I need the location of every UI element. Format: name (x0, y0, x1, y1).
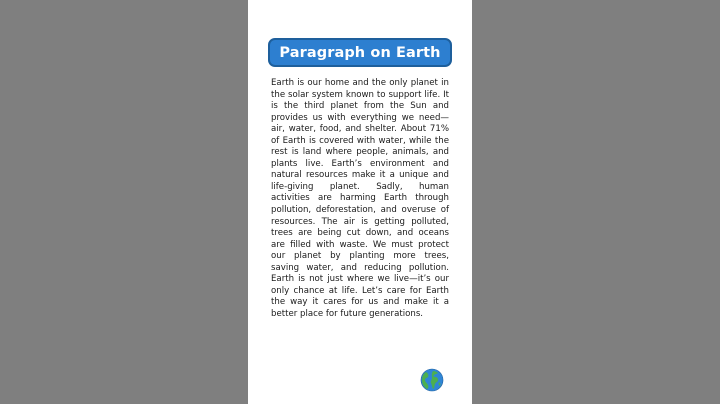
page-title: Paragraph on Earth (279, 44, 441, 61)
paragraph-text: Earth is our home and the only planet in the solar system known to support life. It is the third planet from the Sun and provides us with everything we need—air, water, food, and shelter. About 71% of Earth is covered with water, while the rest is land where people, animals, and plants live. Earth’s environment and natural resources make it a unique and life-giving planet. Sadly, human activities are harming Earth through pollution, deforestation, and overuse of resources. The air is getting polluted, trees are being cut down, and oceans are filled with waste. We must protect our planet by planting more trees, saving water, and reducing pollution. Earth is not just where we live—it’s our only chance at life. Let’s care for Earth the way it cares for us and make it a better place for future generations. (271, 78, 449, 319)
title-banner (268, 38, 452, 67)
content-card (248, 0, 472, 404)
globe-icon (420, 368, 444, 392)
